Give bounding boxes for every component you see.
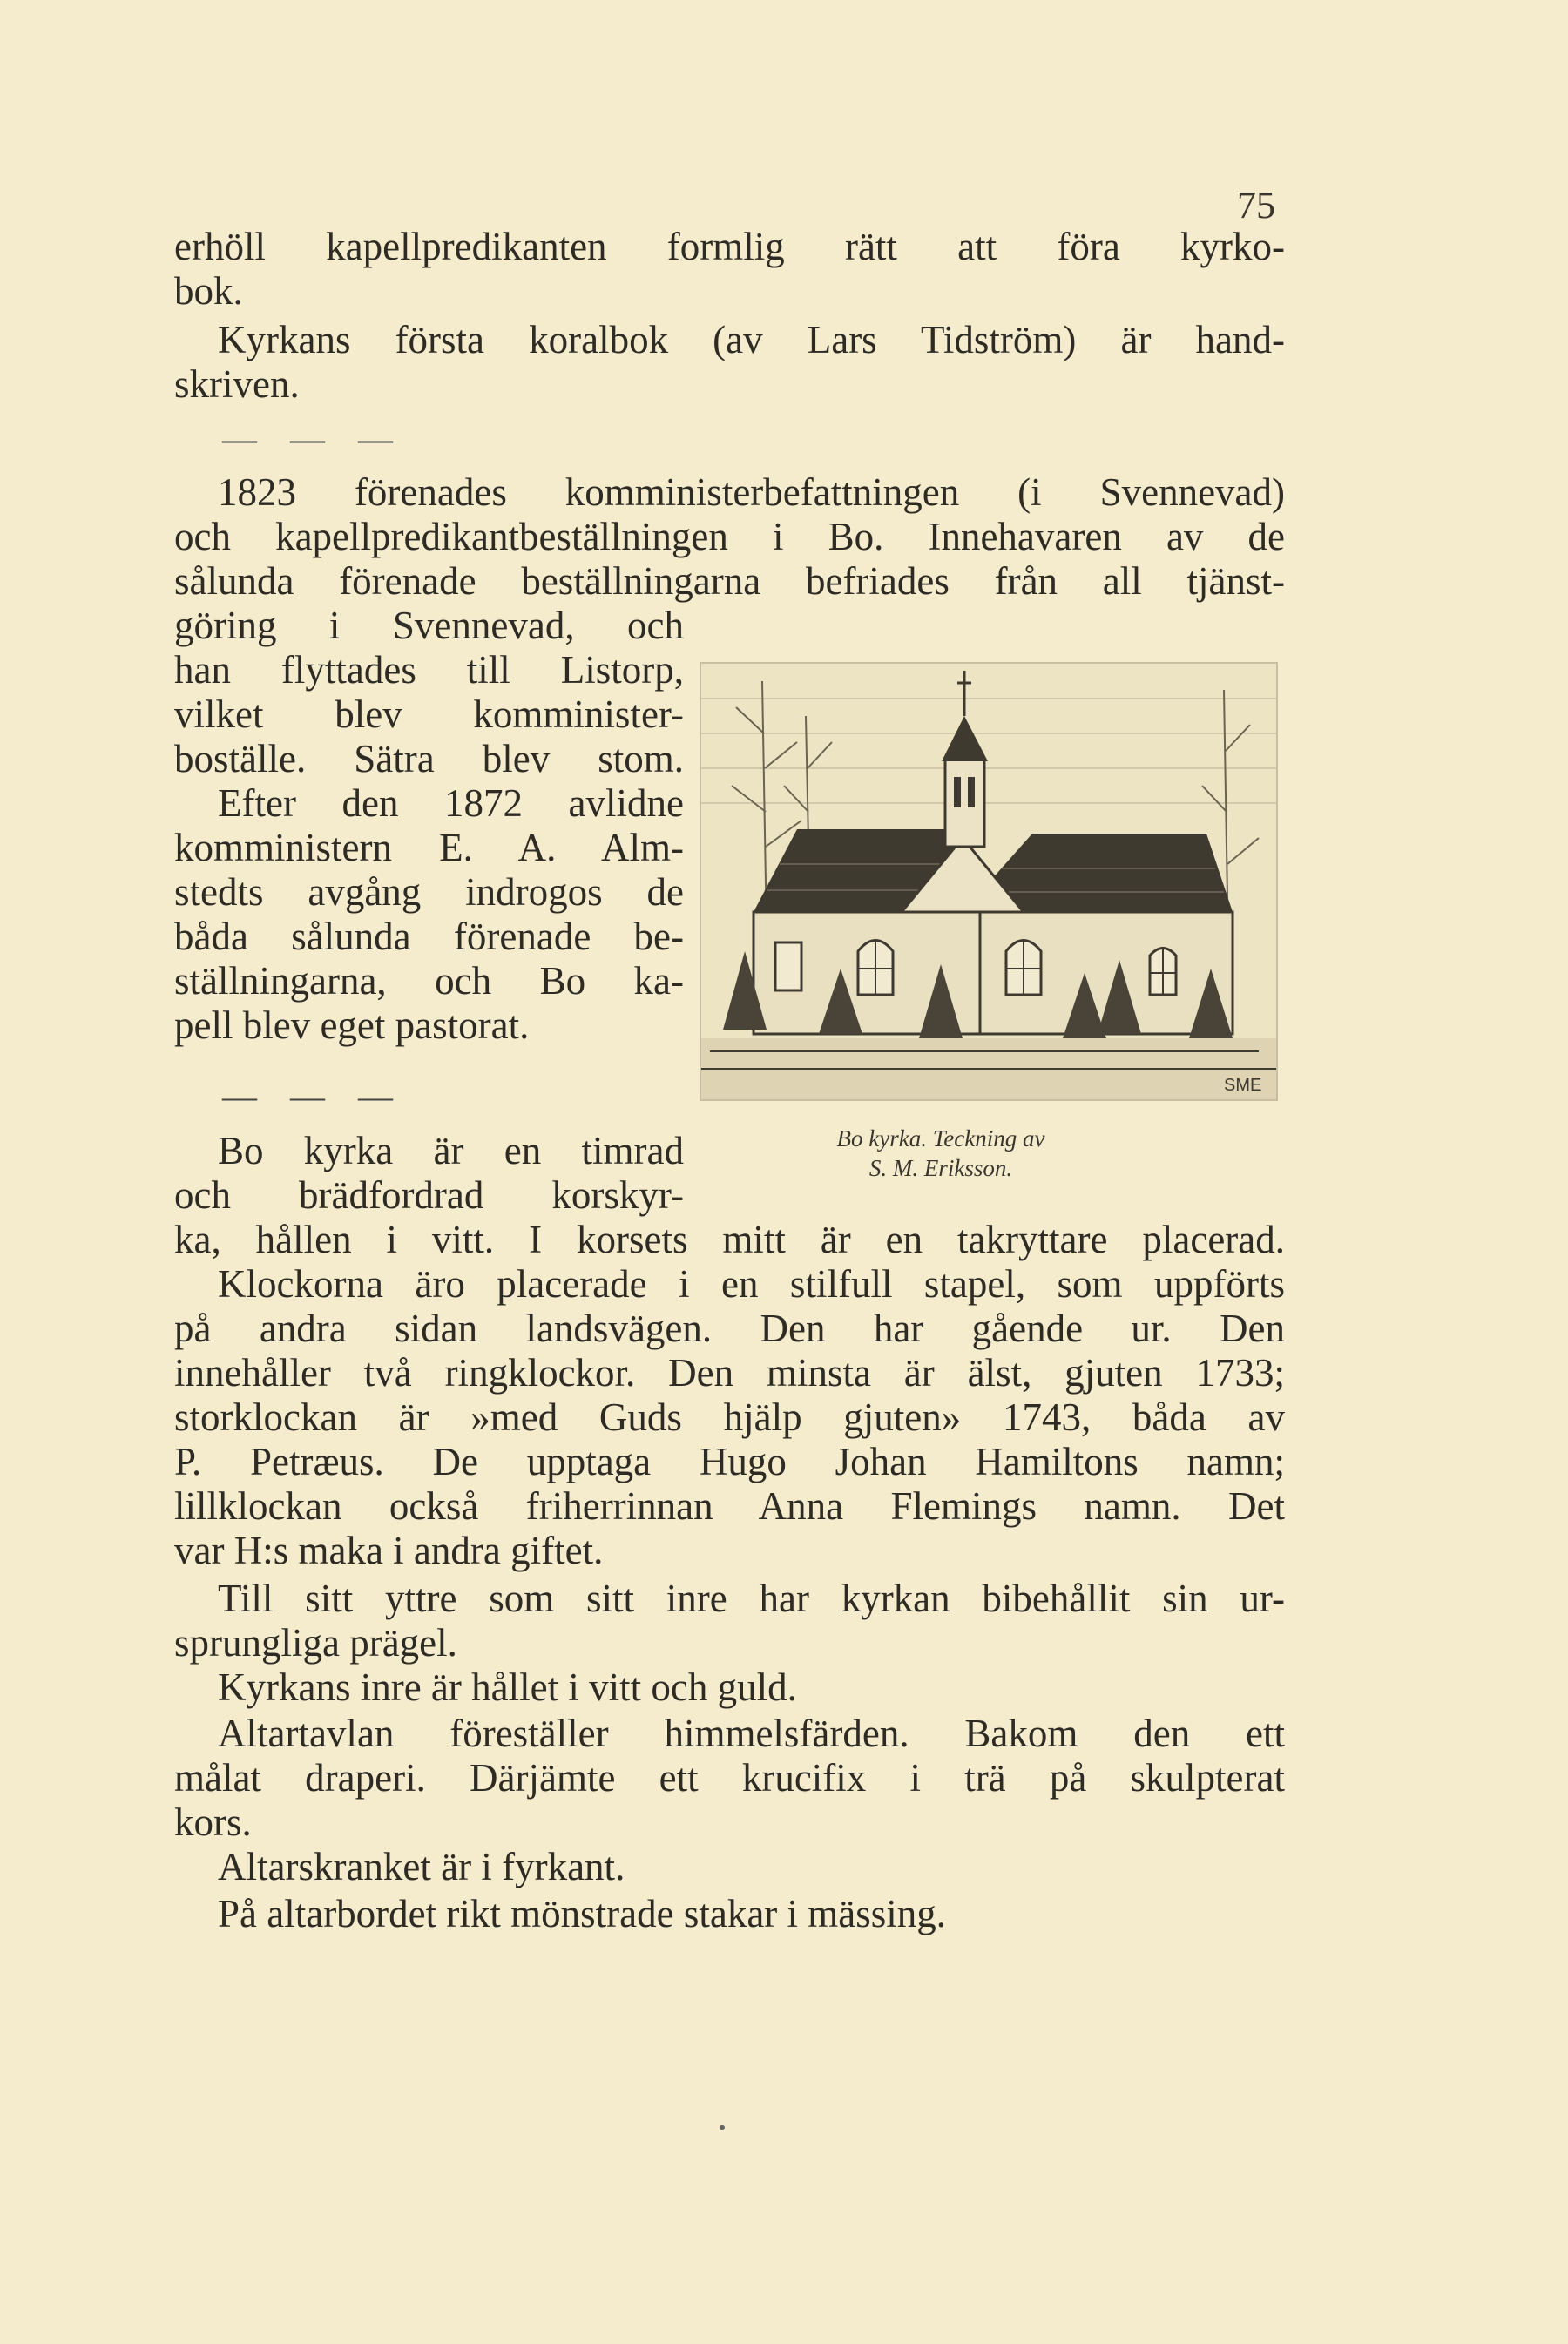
text-line: kors. — [174, 1800, 252, 1844]
paragraph-altartavla — [174, 1712, 1285, 1845]
text-line: erhöll kapellpredikanten formlig rätt att föra kyrko- — [174, 225, 1285, 268]
section-separator: — — — — [222, 419, 405, 458]
text-line: ka, hållen i vitt. I korsets mitt är en takryttare placerad. — [174, 1218, 1285, 1261]
text-line: ställningarna, och Bo ka- — [174, 959, 684, 1003]
text-line: Klockorna äro placerade i en stilfull stapel, som uppförts — [218, 1262, 1285, 1306]
print-speck — [720, 2125, 725, 2130]
text-line: På altarbordet rikt mönstrade stakar i mässing. — [218, 1892, 947, 1935]
text-line: göring i Svennevad, och — [174, 604, 684, 647]
text-line: målat draperi. Därjämte ett krucifix i trä på skulpterat — [174, 1756, 1285, 1800]
text-line: och kapellpredikantbeställningen i Bo. Innehavaren av de — [174, 515, 1285, 558]
text-line: Altarskranket är i fyrkant. — [218, 1845, 625, 1888]
section-separator: — — — — [222, 1077, 405, 1116]
text-line: var H:s maka i andra giftet. — [174, 1529, 604, 1572]
text-line: P. Petræus. De upptaga Hugo Johan Hamiltons namn; — [174, 1440, 1285, 1483]
page-number: 75 — [1237, 184, 1275, 226]
text-line: Efter den 1872 avlidne — [218, 781, 684, 825]
text-line: Till sitt yttre som sitt inre har kyrkan bibehållit sin ur- — [218, 1577, 1285, 1620]
paragraph-bo-kyrka — [174, 1218, 1285, 1573]
text-line: skriven. — [174, 362, 300, 406]
caption-line: S. M. Eriksson. — [868, 1155, 1013, 1181]
text-line: sålunda förenade beställningarna befriades från all tjänst- — [174, 559, 1285, 603]
text-line: Kyrkans inre är hållet i vitt och guld. — [218, 1665, 797, 1709]
paragraph-kyrkobok — [174, 225, 1285, 314]
text-line: pell blev eget pastorat. — [174, 1003, 530, 1047]
text-line: Altartavlan föreställer himmelsfärden. Bakom den ett — [218, 1712, 1285, 1755]
paragraph-forening — [174, 470, 1285, 604]
paragraph-bo-kyrka-narrow — [174, 1129, 1285, 1218]
text-line: på andra sidan landsvägen. Den har gående ur. Den — [174, 1307, 1285, 1350]
text-line: bok. — [174, 269, 243, 313]
text-line: 1823 förenades komministerbefattningen (i Svennevad) — [218, 470, 1285, 514]
text-line: sprungliga prägel. — [174, 1621, 457, 1665]
paragraph-koralbok — [174, 318, 1285, 407]
text-line: båda sålunda förenade be- — [174, 915, 684, 958]
text-line: vilket blev komminister- — [174, 692, 684, 736]
church-illustration — [700, 662, 1278, 1101]
text-line: stedts avgång indrogos de — [174, 870, 684, 914]
text-line: Bo kyrka är en timrad — [218, 1129, 684, 1172]
text-line: storklockan är »med Guds hjälp gjuten» 1743, båda av — [174, 1395, 1285, 1439]
paragraph-ytter — [174, 1577, 1285, 1665]
paragraph-altarbord — [174, 1892, 1285, 1936]
text-line: komministern E. A. Alm- — [174, 826, 684, 869]
artist-signature: SME — [1224, 1076, 1262, 1095]
paragraph-altarskrank — [174, 1845, 1285, 1889]
text-line: lillklockan också friherrinnan Anna Flemings namn. Det — [174, 1484, 1285, 1528]
text-line: boställe. Sätra blev stom. — [174, 737, 684, 780]
paragraph-inre — [174, 1665, 1285, 1710]
caption-line: Bo kyrka. Teckning av — [836, 1125, 1045, 1152]
text-line: och brädfordrad korskyr- — [174, 1173, 684, 1217]
text-line: Kyrkans första koralbok (av Lars Tidström) är hand- — [218, 318, 1285, 361]
text-line: han flyttades till Listorp, — [174, 648, 684, 692]
text-line: innehåller två ringklockor. Den minsta är älst, gjuten 1733; — [174, 1351, 1285, 1395]
